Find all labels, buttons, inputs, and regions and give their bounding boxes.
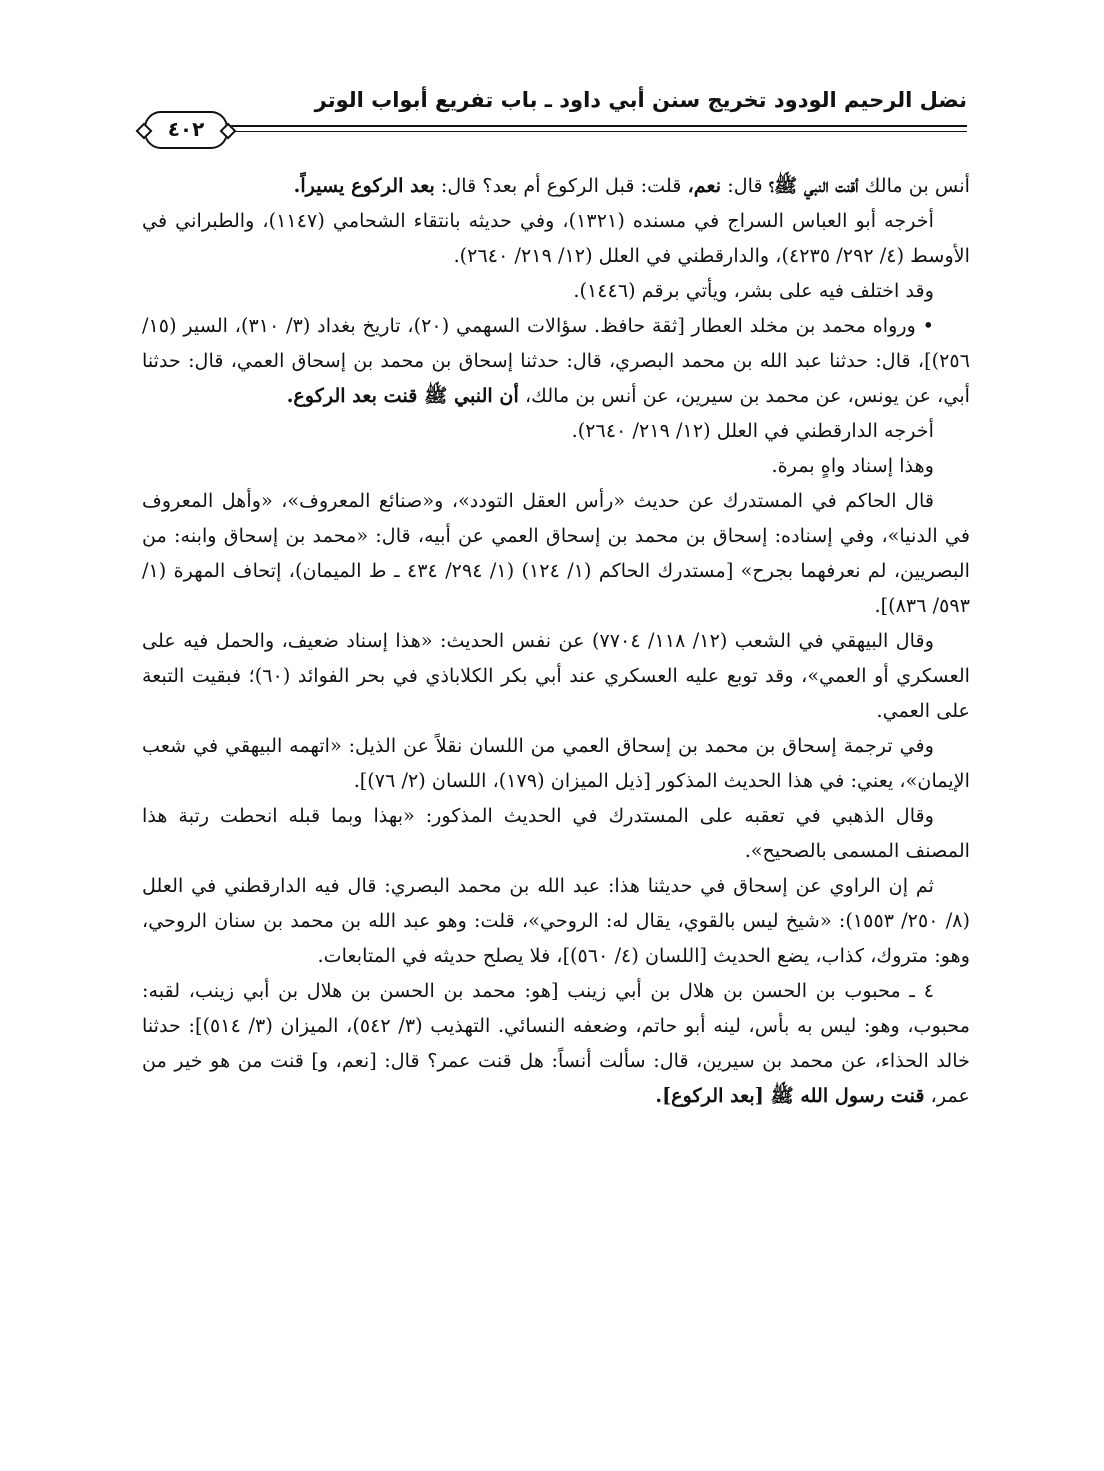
- header-title: نضل الرحيم الودود تخريج سنن أبي داود ـ باب تفريع أبواب الوتر: [314, 88, 967, 112]
- text-segment: وقد اختلف فيه على بشر، ويأتي برقم (١٤٤٦).: [573, 279, 934, 302]
- paragraph: [142, 308, 970, 413]
- page-number-badge: ٤٠٢: [144, 111, 228, 149]
- text-segment: وهذا إسناد واهٍ بمرة.: [771, 454, 934, 477]
- text-segment: قال:: [721, 174, 769, 197]
- paragraph: [142, 168, 970, 203]
- text-segment: ٤ ـ محبوب بن الحسن بن هلال بن أبي زينب [هو: محمد بن الحسن بن هلال بن أبي زينب، لقبه: محبوب، وهو: ليس به بأس، لينه أبو حاتم، وضعفه النسائي. التهذيب (٣/ ٥٤٢)، الميزان (٣/ ٥١٤)]: حدثنا خالد الحذاء، عن محمد بن سيرين، قال: سألت أنساً: هل قنت عمر؟ قال: [نعم، و] قنت من هو خير من عمر،: [142, 979, 970, 1107]
- paragraph: [142, 798, 970, 868]
- paragraph: [142, 413, 970, 448]
- text-segment: قال الحاكم في المستدرك عن حديث «رأس العقل التودد»، و«صنائع المعروف»، «وأهل المعروف في الدنيا»، وفي إسناده: إسحاق بن محمد بن إسحاق العمي عن أبيه، قال: «محمد بن إسحاق وابنه: من البصريين، لم نعرفهما بجرح» [مستدرك الحاكم (١/ ١٢٤) (١/ ٢٩٤/ ٤٣٤ ـ ط الميمان)، إتحاف المهرة (١/ ٥٩٣/ ٨٣٦)].: [142, 489, 970, 617]
- bold-text: أقنت النبي ﷺ؟: [768, 174, 859, 197]
- text-segment: أخرجه أبو العباس السراج في مسنده (١٣٢١)، وفي حديثه بانتقاء الشحامي (١١٤٧)، والطبراني في الأوسط (٤/ ٢٩٢/ ٤٢٣٥)، والدارقطني في العلل (١٢/ ٢١٩/ ٢٦٤٠).: [142, 209, 970, 267]
- paragraph: [142, 203, 970, 273]
- text-segment: وقال الذهبي في تعقبه على المستدرك في الحديث المذكور: «بهذا وبما قبله انحطت رتبة هذا المصنف المسمى بالصحيح».: [142, 804, 970, 862]
- bold-text: بعد الركوع يسيراً.: [293, 174, 435, 197]
- page-header: [142, 78, 967, 148]
- text-segment: وقال البيهقي في الشعب (١٢/ ١١٨/ ٧٧٠٤) عن نفس الحديث: «هذا إسناد ضعيف، والحمل فيه على العسكري أو العمي»، وقد توبع عليه العسكري عند أبي بكر الكلاباذي في بحر الفوائد (٦٠)؛ فبقيت التبعة على العمي.: [142, 629, 970, 722]
- paragraph: [142, 973, 970, 1113]
- paragraph: [142, 273, 970, 308]
- paragraph: [142, 728, 970, 798]
- paragraph: [142, 623, 970, 728]
- text-segment: ثم إن الراوي عن إسحاق في حديثنا هذا: عبد الله بن محمد البصري: قال فيه الدارقطني في العلل (٨/ ٢٥٠/ ١٥٥٣): «شيخ ليس بالقوي، يقال له: الروحي»، قلت: وهو عبد الله بن محمد بن سنان الروحي، وهو: متروك، كذاب، يضع الحديث [اللسان (٤/ ٥٦٠)]، فلا يصلح حديثه في المتابعات.: [142, 874, 970, 967]
- paragraph: [142, 868, 970, 973]
- paragraph: [142, 448, 970, 483]
- page-body: [142, 168, 970, 1113]
- bold-text: قنت رسول الله ﷺ [بعد الركوع].: [655, 1084, 925, 1107]
- header-rule: [142, 125, 967, 127]
- bold-text: نعم،: [687, 174, 722, 197]
- text-segment: قلت: قبل الركوع أم بعد؟ قال:: [434, 174, 688, 197]
- text-segment: أنس بن مالك: [858, 174, 970, 197]
- text-segment: أخرجه الدارقطني في العلل (١٢/ ٢١٩/ ٢٦٤٠).: [571, 419, 934, 442]
- paragraph: [142, 483, 970, 623]
- bold-text: أن النبي ﷺ قنت بعد الركوع.: [286, 384, 519, 407]
- text-segment: • ورواه محمد بن مخلد العطار [ثقة حافظ. سؤالات السهمي (٢٠)، تاريخ بغداد (٣/ ٣١٠)، السير (١٥/ ٢٥٦)]، قال: حدثنا عبد الله بن محمد البصري، قال: حدثنا إسحاق بن محمد بن إسحاق العمي، قال: حدثنا أبي، عن يونس، عن محمد بن سيرين، عن أنس بن مالك،: [142, 314, 970, 407]
- text-segment: وفي ترجمة إسحاق بن محمد بن إسحاق العمي من اللسان نقلاً عن الذيل: «اتهمه البيهقي في شعب الإيمان»، يعني: في هذا الحديث المذكور [ذيل الميزان (١٧٩)، اللسان (٢/ ٧٦)].: [142, 734, 970, 792]
- header-rule-thin: [142, 131, 967, 132]
